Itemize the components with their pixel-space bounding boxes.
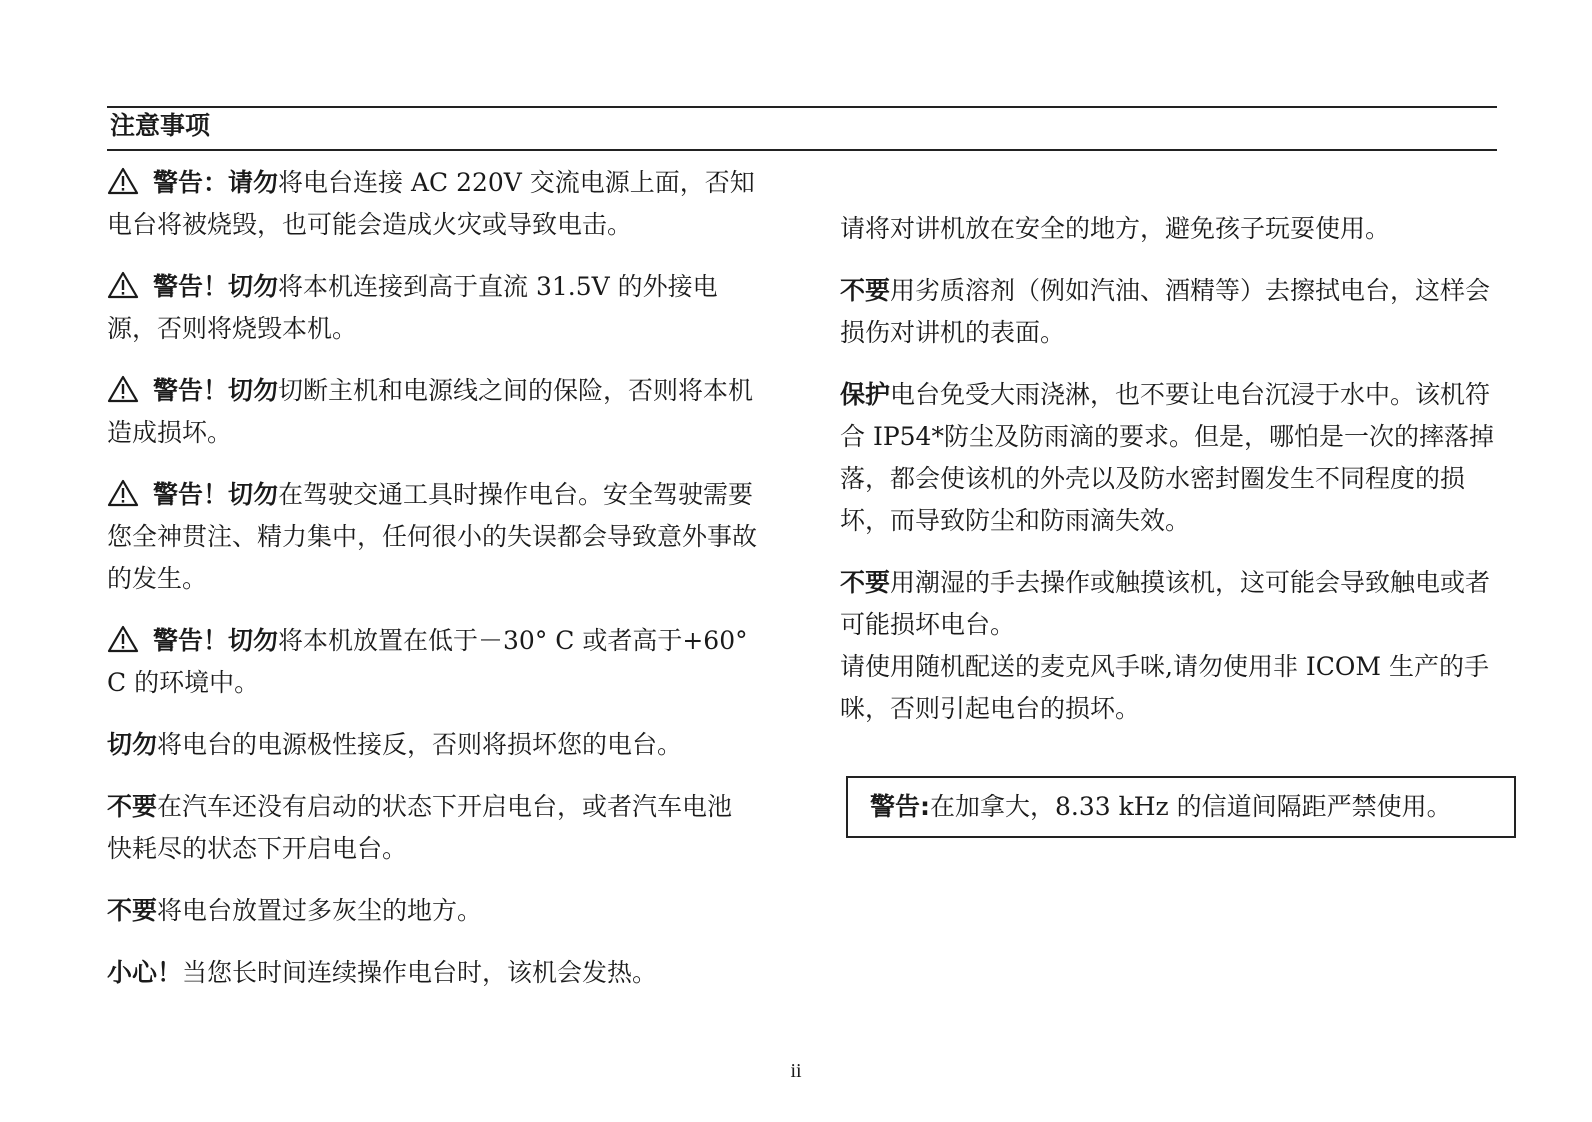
warning-lead: 警告！切勿 bbox=[153, 376, 279, 405]
warning-paragraph bbox=[107, 620, 757, 704]
caution-lead: 不要 bbox=[840, 276, 891, 305]
caution-text: 电台免受大雨浇淋，也不要让电台沉浸于水中。该机符合 IP54*防尘及防雨滴的要求。但是，哪怕是一次的摔落掉落，都会使该机的外壳以及防水密封圈发生不同程度的损坏，而导致防尘和防雨滴失效。 bbox=[840, 380, 1494, 535]
warning-text: 将电台连接 AC 220V 交流电源上面，否知电台将被烧毁，也可能会造成火灾或导致电击。 bbox=[107, 168, 755, 239]
caution-text: 将电台的电源极性接反，否则将损坏您的电台。 bbox=[157, 730, 683, 759]
caution-paragraph bbox=[840, 208, 1500, 250]
caution-paragraph bbox=[840, 270, 1500, 354]
warning-lead: 警告！切勿 bbox=[153, 480, 279, 509]
caution-text: 当您长时间连续操作电台时，该机会发热。 bbox=[182, 958, 658, 987]
caution-lead: 切勿 bbox=[107, 730, 158, 759]
right-column bbox=[840, 208, 1500, 750]
caution-lead: 不要 bbox=[107, 896, 158, 925]
caution-paragraph bbox=[840, 374, 1500, 542]
caution-paragraph bbox=[840, 646, 1500, 730]
warning-text: 切断主机和电源线之间的保险，否则将本机造成损坏。 bbox=[107, 376, 754, 447]
warning-lead: 警告！切勿 bbox=[153, 272, 279, 301]
warning-text: 将本机放置在低于－30° C 或者高于+60° C 的环境中。 bbox=[107, 626, 748, 697]
warning-paragraph bbox=[107, 474, 757, 600]
warning-text: 在驾驶交通工具时操作电台。安全驾驶需要您全神贯注、精力集中，任何很小的失误都会导致意外事故的发生。 bbox=[107, 480, 758, 593]
caution-lead: 不要 bbox=[107, 792, 158, 821]
caution-paragraph bbox=[107, 952, 757, 994]
canada-notice-box bbox=[846, 776, 1516, 838]
caution-paragraph bbox=[107, 724, 757, 766]
warning-lead: 警告：请勿 bbox=[153, 168, 279, 197]
notice-text: 在加拿大，8.33 kHz 的信道间隔距严禁使用。 bbox=[930, 792, 1452, 821]
caution-paragraph bbox=[840, 562, 1500, 646]
warning-text: 将本机连接到高于直流 31.5V 的外接电源，否则将烧毁本机。 bbox=[107, 272, 718, 343]
header-rule-top bbox=[107, 106, 1497, 108]
warning-triangle-icon bbox=[107, 375, 139, 403]
warning-paragraph bbox=[107, 266, 757, 350]
page-heading: 注意事项 bbox=[110, 111, 211, 140]
warning-triangle-icon bbox=[107, 271, 139, 299]
caution-text: 请使用随机配送的麦克风手咪,请勿使用非 ICOM 生产的手咪，否则引起电台的损坏。 bbox=[840, 652, 1489, 723]
caution-paragraph bbox=[107, 786, 757, 870]
warning-lead: 警告！切勿 bbox=[153, 626, 279, 655]
header-rule-bottom bbox=[107, 149, 1497, 151]
caution-paragraph bbox=[107, 890, 757, 932]
caution-text: 将电台放置过多灰尘的地方。 bbox=[157, 896, 483, 925]
warning-paragraph bbox=[107, 370, 757, 454]
caution-lead: 小心！ bbox=[107, 958, 183, 987]
caution-lead: 保护 bbox=[840, 380, 891, 409]
caution-text: 请将对讲机放在安全的地方，避免孩子玩耍使用。 bbox=[840, 214, 1391, 243]
page-number: ii bbox=[790, 1060, 802, 1082]
warning-triangle-icon bbox=[107, 167, 139, 195]
caution-text: 用劣质溶剂（例如汽油、酒精等）去擦拭电台，这样会损伤对讲机的表面。 bbox=[840, 276, 1491, 347]
warning-paragraph bbox=[107, 162, 757, 246]
warning-triangle-icon bbox=[107, 625, 139, 653]
caution-text: 用潮湿的手去操作或触摸该机，这可能会导致触电或者可能损坏电台。 bbox=[840, 568, 1491, 639]
caution-text: 在汽车还没有启动的状态下开启电台，或者汽车电池快耗尽的状态下开启电台。 bbox=[107, 792, 733, 863]
notice-lead: 警告: bbox=[870, 792, 930, 821]
left-column bbox=[107, 162, 757, 1014]
warning-triangle-icon bbox=[107, 479, 139, 507]
caution-lead: 不要 bbox=[840, 568, 891, 597]
